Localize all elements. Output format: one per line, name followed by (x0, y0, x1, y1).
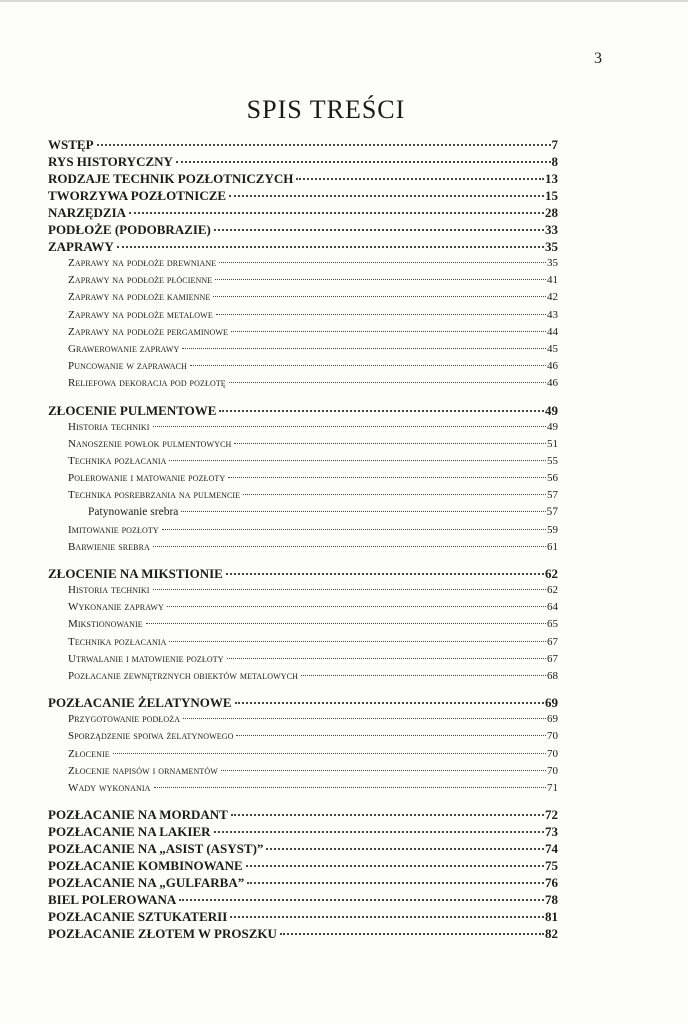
dot-leader (247, 881, 544, 884)
toc-page-number: 69 (545, 695, 558, 711)
toc-page-number: 35 (545, 239, 558, 254)
toc-chapter-entry (48, 908, 558, 925)
toc-subsection-entry (48, 728, 558, 745)
toc-page-number: 57 (547, 489, 558, 502)
toc-entry-title: Patynowanie srebra (88, 506, 179, 519)
toc-entry-title: Złocenie napisów i ornamentów (68, 764, 218, 777)
dot-leader (229, 381, 546, 383)
toc-entry-title: PODŁOŻE (PODOBRAZIE) (48, 222, 211, 237)
toc-subsection-entry (48, 711, 558, 728)
table-of-contents (48, 136, 558, 942)
toc-page-number: 81 (545, 909, 558, 925)
dot-leader (146, 622, 546, 624)
top-edge-rule (0, 0, 688, 2)
toc-entry-title: POZŁACANIE NA „GULFARBA” (48, 875, 245, 891)
toc-page-number: 62 (547, 584, 558, 596)
toc-entry-title: Utrwalanie i matowienie pozłoty (68, 652, 224, 665)
toc-subsection-entry (48, 651, 558, 668)
dot-leader (234, 442, 546, 444)
toc-entry-title: Złocenie (68, 747, 110, 760)
dot-leader (183, 717, 546, 719)
dot-leader (219, 409, 544, 412)
toc-entry-title: Technika posrebrzania na pulmencie (68, 489, 241, 502)
toc-entry-title: Mikstionowanie (68, 618, 143, 631)
toc-page-number: 70 (547, 730, 558, 743)
toc-entry-title: Wady wykonania (68, 781, 151, 794)
toc-chapter-entry (48, 238, 558, 255)
dot-leader (280, 932, 544, 935)
dot-leader (230, 915, 544, 918)
toc-page-number: 46 (547, 377, 558, 390)
toc-subsection-entry (48, 358, 558, 375)
dot-leader (231, 813, 544, 816)
toc-page-number: 28 (545, 205, 558, 220)
dot-leader (162, 528, 546, 530)
toc-entry-title: POZŁACANIE KOMBINOWANE (48, 858, 243, 874)
toc-entry-title: POZŁACANIE SZTUKATERII (48, 909, 228, 925)
toc-subsection-entry (48, 763, 558, 780)
toc-subsection-entry (48, 453, 558, 470)
toc-entry-title: Zaprawy na podłoże kamienne (68, 291, 211, 304)
toc-subsection-entry (48, 582, 558, 599)
toc-subsection-entry (48, 436, 558, 453)
toc-page-number: 61 (547, 540, 558, 553)
toc-entry-title: NARZĘDZIA (48, 205, 127, 220)
toc-entry-title: Przygotowanie podłoża (68, 713, 181, 726)
dot-leader (181, 510, 545, 512)
toc-entry-title: Reliefowa dekoracja pod pozłotę (68, 377, 226, 390)
toc-chapter-entry (48, 806, 558, 823)
dot-leader (117, 245, 544, 248)
toc-subsection-entry (48, 504, 558, 521)
toc-page-number: 35 (547, 257, 558, 269)
toc-entry-title: ZAPRAWY (48, 239, 114, 254)
toc-chapter-entry (48, 402, 558, 419)
toc-subsection-entry (48, 616, 558, 633)
toc-subsection-entry (48, 307, 558, 324)
toc-entry-title: Historia techniki (68, 584, 150, 596)
dot-leader (227, 657, 546, 659)
toc-page-number: 74 (545, 841, 558, 857)
toc-subsection-entry (48, 289, 558, 306)
toc-page-number: 75 (545, 858, 558, 874)
toc-page-number: 72 (545, 807, 558, 823)
toc-entry-title: TWORZYWA POZŁOTNICZE (48, 188, 227, 203)
toc-page-number: 71 (547, 781, 558, 794)
toc-subsection-entry (48, 375, 558, 392)
section-gap (48, 556, 558, 565)
toc-chapter-entry (48, 170, 558, 187)
toc-entry-title: Imitowanie pozłoty (68, 523, 159, 536)
toc-page-number: 73 (545, 824, 558, 840)
toc-page-number: 70 (547, 764, 558, 777)
toc-entry-title: Historia techniki (68, 420, 150, 433)
toc-subsection-entry (48, 487, 558, 504)
toc-chapter-entry (48, 823, 558, 840)
toc-entry-title: POZŁACANIE NA LAKIER (48, 824, 211, 840)
dot-leader (296, 177, 544, 180)
toc-subsection-entry (48, 780, 558, 797)
toc-entry-title: Barwienie srebra (68, 540, 150, 553)
dot-leader (169, 640, 546, 642)
dot-leader (243, 493, 546, 495)
toc-page-number: 46 (547, 360, 558, 373)
section-gap (48, 393, 558, 402)
toc-subsection-entry (48, 668, 558, 685)
toc-entry-title: ZŁOCENIE PULMENTOWE (48, 402, 217, 418)
toc-entry-title: Zaprawy na podłoże płócienne (68, 274, 213, 287)
toc-entry-title: Zaprawy na podłoże pergaminowe (68, 325, 228, 338)
toc-entry-title: BIEL POLEROWANA (48, 892, 177, 908)
toc-subsection-entry (48, 419, 558, 436)
dot-leader (215, 278, 546, 280)
toc-page-number: 41 (547, 274, 558, 287)
toc-entry-title: WSTĘP (48, 137, 94, 152)
toc-entry-title: POZŁACANIE ZŁOTEM W PROSZKU (48, 926, 277, 942)
toc-page-number: 67 (547, 652, 558, 665)
toc-page-number: 43 (547, 308, 558, 321)
dot-leader (113, 752, 546, 754)
toc-entry-title: RODZAJE TECHNIK POZŁOTNICZYCH (48, 171, 294, 186)
toc-entry-title: Puncowanie w zaprawach (68, 360, 187, 373)
dot-leader (176, 160, 551, 163)
toc-page-number: 57 (546, 506, 558, 519)
toc-page-number: 49 (545, 402, 558, 418)
toc-page-number: 51 (547, 437, 558, 450)
toc-page-number: 15 (545, 188, 558, 203)
toc-page-number: 55 (547, 454, 558, 467)
toc-page-number: 69 (547, 713, 558, 726)
dot-leader (229, 194, 544, 197)
toc-page-number: 64 (547, 601, 558, 614)
toc-entry-title: Wykonanie zaprawy (68, 601, 164, 614)
toc-page-number: 7 (551, 137, 558, 152)
toc-subsection-entry (48, 324, 558, 341)
toc-chapter-entry (48, 565, 558, 582)
toc-page-number: 44 (547, 325, 558, 338)
toc-page-number: 70 (547, 747, 558, 760)
toc-page-number: 76 (545, 875, 558, 891)
toc-subsection-entry (48, 634, 558, 651)
toc-entry-title: Polerowanie i matowanie pozłoty (68, 472, 226, 485)
dot-leader (301, 674, 546, 676)
toc-page-number: 68 (547, 669, 558, 682)
toc-subsection-entry (48, 272, 558, 289)
toc-entry-title: Technika pozłacania (68, 635, 167, 648)
toc-page-number: 42 (547, 291, 558, 304)
toc-subsection-entry (48, 746, 558, 763)
toc-entry-title: RYS HISTORYCZNY (48, 154, 173, 169)
toc-entry-title: Grawerowanie zaprawy (68, 342, 180, 355)
page-number: 3 (594, 50, 602, 67)
dot-leader (246, 864, 544, 867)
toc-subsection-entry (48, 522, 558, 539)
toc-page-number: 82 (545, 926, 558, 942)
toc-chapter-entry (48, 153, 558, 170)
toc-entry-title: Pozłacanie zewnętrznych obiektów metalowych (68, 669, 298, 682)
toc-entry-title: POZŁACANIE NA „ASIST (ASYST)” (48, 841, 264, 857)
toc-chapter-entry (48, 925, 558, 942)
toc-subsection-entry (48, 341, 558, 358)
dot-leader (182, 347, 546, 349)
toc-subsection-entry (48, 470, 558, 487)
toc-entry-title: Zaprawy na podłoże metalowe (68, 308, 213, 321)
toc-entry-title: Nanoszenie powłok pulmentowych (68, 437, 232, 450)
toc-chapter-entry (48, 204, 558, 221)
toc-entry-title: POZŁACANIE NA MORDANT (48, 807, 228, 823)
page-title: SPIS TREŚCI (246, 95, 406, 125)
toc-page-number: 33 (545, 222, 558, 237)
dot-leader (266, 847, 544, 850)
section-gap (48, 685, 558, 694)
toc-page-number: 56 (547, 472, 558, 485)
toc-chapter-entry (48, 136, 558, 153)
toc-page-number: 13 (545, 171, 558, 186)
dot-leader (153, 588, 546, 590)
toc-chapter-entry (48, 840, 558, 857)
toc-chapter-entry (48, 874, 558, 891)
dot-leader (97, 143, 551, 146)
toc-entry-title: Zaprawy na podłoże drewniane (68, 257, 217, 269)
dot-leader (214, 830, 544, 833)
toc-page-number: 78 (545, 892, 558, 908)
toc-chapter-entry (48, 694, 558, 711)
toc-entry-title: ZŁOCENIE NA MIKSTIONIE (48, 566, 223, 581)
toc-page-number: 67 (547, 635, 558, 648)
toc-chapter-entry (48, 221, 558, 238)
dot-leader (231, 330, 546, 332)
dot-leader (216, 313, 546, 315)
toc-page-number: 65 (547, 618, 558, 631)
toc-chapter-entry (48, 187, 558, 204)
dot-leader (153, 545, 546, 547)
dot-leader (221, 769, 546, 771)
toc-page-number: 8 (551, 154, 558, 169)
toc-subsection-entry (48, 539, 558, 556)
dot-leader (153, 425, 546, 427)
dot-leader (236, 734, 546, 736)
toc-page-number: 59 (547, 523, 558, 536)
section-gap (48, 797, 558, 806)
dot-leader (167, 605, 546, 607)
toc-page-number: 45 (547, 342, 558, 355)
toc-entry-title: Technika pozłacania (68, 454, 167, 467)
toc-subsection-entry (48, 255, 558, 272)
toc-chapter-entry (48, 857, 558, 874)
dot-leader (228, 476, 546, 478)
dot-leader (213, 295, 546, 297)
toc-entry-title: POZŁACANIE ŻELATYNOWE (48, 695, 232, 711)
dot-leader (226, 572, 544, 575)
dot-leader (235, 701, 544, 704)
toc-page-number: 49 (547, 420, 558, 433)
dot-leader (214, 228, 544, 231)
dot-leader (190, 364, 546, 366)
toc-entry-title: Sporządzenie spoiwa żelatynowego (68, 730, 234, 743)
toc-chapter-entry (48, 891, 558, 908)
dot-leader (129, 211, 544, 214)
toc-subsection-entry (48, 599, 558, 616)
dot-leader (179, 898, 544, 901)
dot-leader (219, 261, 546, 263)
dot-leader (154, 786, 546, 788)
toc-page-number: 62 (545, 566, 558, 581)
dot-leader (169, 459, 546, 461)
